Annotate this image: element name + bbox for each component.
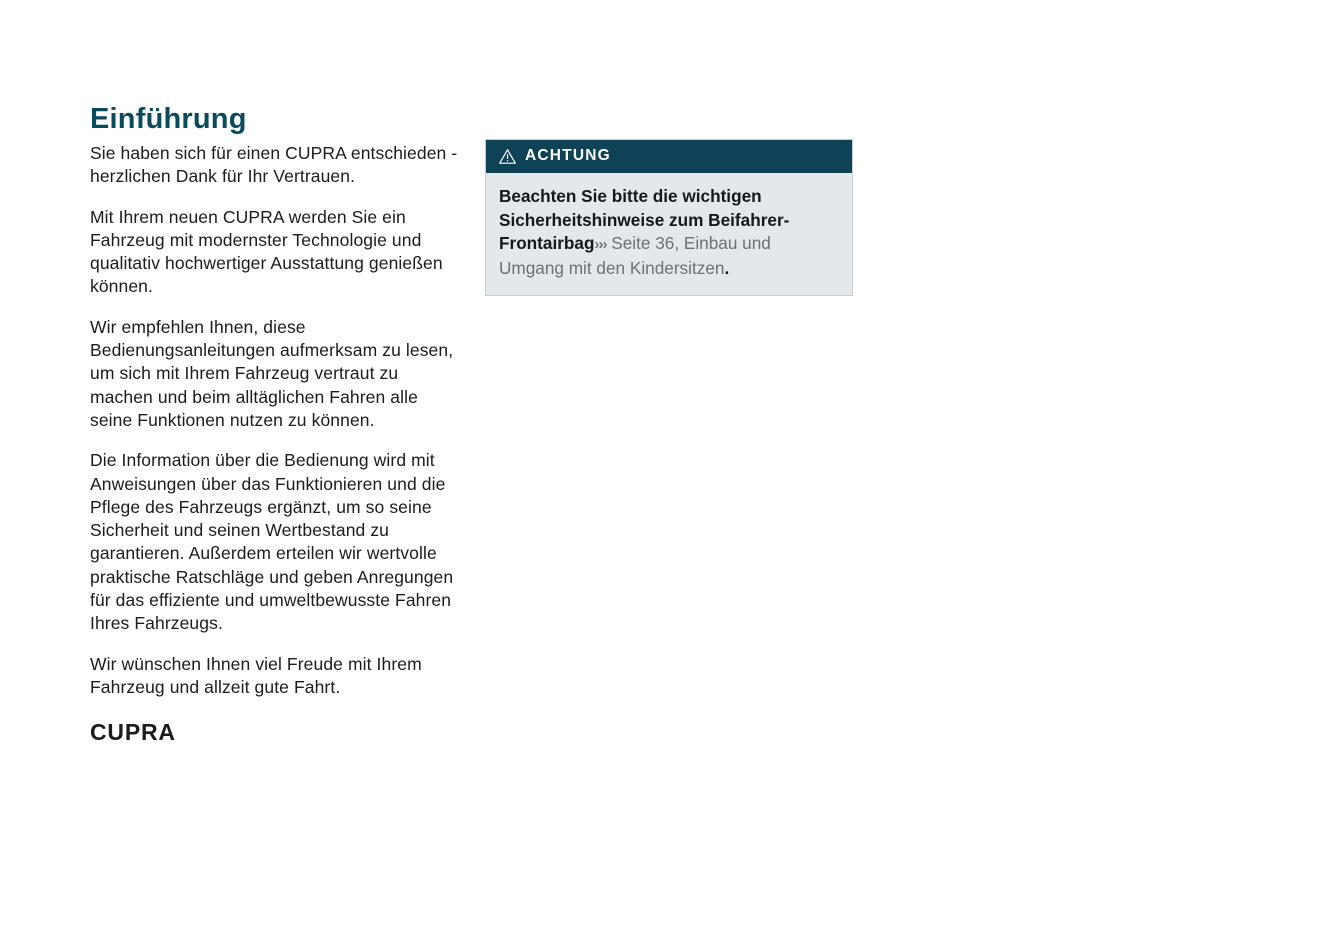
warning-header [486, 140, 852, 173]
brand-signature: CUPRA [90, 719, 176, 746]
warning-header-label: ACHTUNG [525, 147, 611, 164]
page-title: Einführung [90, 103, 247, 136]
warning-text-end: . [724, 257, 730, 278]
chevron-right-icon: ››› [594, 236, 607, 253]
warning-callout [485, 139, 853, 296]
paragraph: Sie haben sich für einen CUPRA entschieden - herzlichen Dank für Ihr Vertrauen. [90, 143, 458, 187]
paragraph: Wir empfehlen Ihnen, diese Bedienungsanleitungen aufmerksam zu lesen, um sich mit Ihrem Fahrzeug vertraut zu machen und beim alltäglichen Fahren alle seine Funktionen nutzen zu können. [90, 316, 454, 430]
paragraph: Wir wünschen Ihnen viel Freude mit Ihrem Fahrzeug und allzeit gute Fahrt. [90, 653, 422, 697]
warning-text: Beachten Sie bitte die wichtigen Sicherheitshinweise zum Beifahrer-Frontairbag [499, 186, 790, 253]
paragraph: Mit Ihrem neuen CUPRA werden Sie ein Fahrzeug mit modernster Technologie und qualitativ hochwertiger Ausstattung genießen können. [90, 206, 443, 297]
cross-reference-label: Seite 36, Einbau und Umgang mit den Kindersitzen [499, 233, 771, 278]
paragraph: Die Information über die Bedienung wird mit Anweisungen über das Funktionieren und die Pflege des Fahrzeugs ergänzt, um so seine Sicherheit und seinen Wertbestand zu garantieren. Außerdem erteilen wir wertvolle praktische Ratschläge und geben Anregungen für das effiziente und umweltbewusste Fahren Ihres Fahrzeugs. [90, 450, 454, 634]
warning-body [486, 173, 852, 295]
body-text-column [90, 142, 460, 746]
warning-triangle-icon [499, 149, 516, 164]
